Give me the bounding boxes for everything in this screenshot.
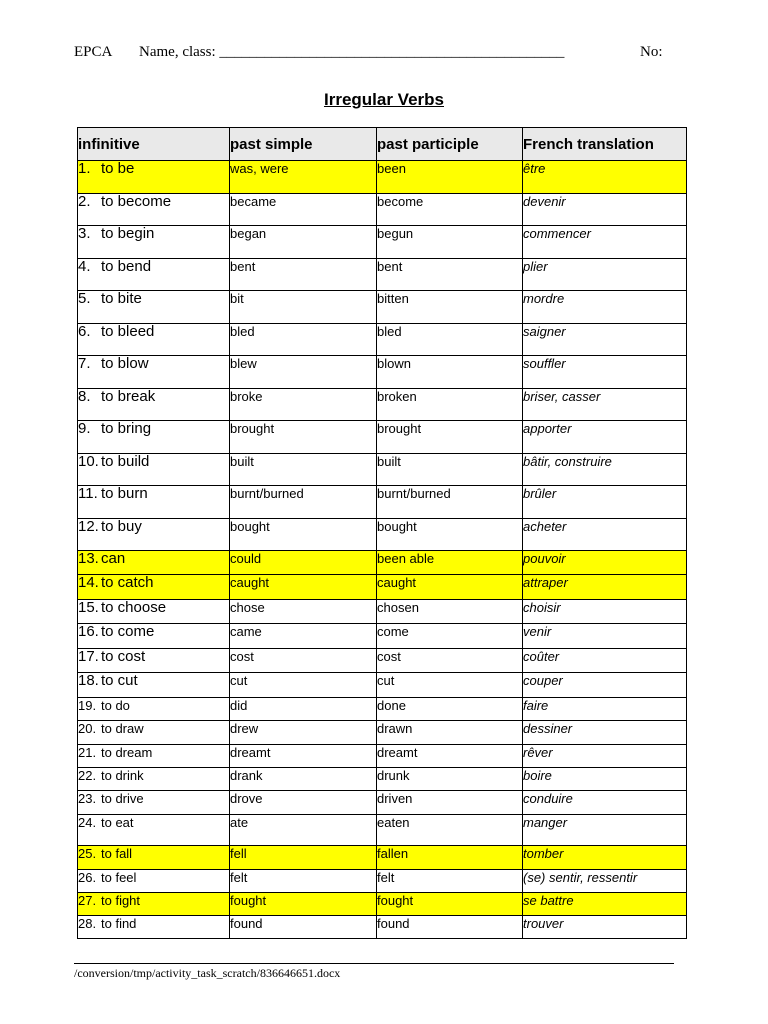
infinitive-text: to drink bbox=[101, 768, 144, 783]
cell-past-participle: bought bbox=[377, 519, 523, 551]
infinitive-text: can bbox=[101, 550, 126, 567]
infinitive-text: to buy bbox=[101, 518, 142, 535]
table-row bbox=[78, 673, 687, 698]
cell-infinitive bbox=[78, 815, 230, 846]
infinitive-text: to come bbox=[101, 623, 155, 640]
infinitive-text: to be bbox=[101, 160, 135, 177]
table-row bbox=[78, 893, 687, 916]
footer-divider bbox=[74, 963, 674, 964]
cell-past-participle: chosen bbox=[377, 600, 523, 624]
cell-past-simple: ate bbox=[230, 815, 377, 846]
cell-past-simple: cut bbox=[230, 673, 377, 698]
infinitive-text: to fall bbox=[101, 846, 133, 861]
row-number: 17. bbox=[78, 648, 99, 665]
cell-past-simple: did bbox=[230, 698, 377, 721]
cell-infinitive bbox=[78, 745, 230, 768]
infinitive-text: to bleed bbox=[101, 323, 155, 340]
cell-infinitive bbox=[78, 519, 230, 551]
cell-past-participle: been bbox=[377, 161, 523, 194]
cell-french-translation: commencer bbox=[523, 226, 687, 259]
cell-french-translation: acheter bbox=[523, 519, 687, 551]
table-row bbox=[78, 551, 687, 575]
cell-french-translation: apporter bbox=[523, 421, 687, 454]
infinitive-text: to bring bbox=[101, 420, 152, 437]
table-row bbox=[78, 454, 687, 486]
cell-french-translation: pouvoir bbox=[523, 551, 687, 575]
cell-past-simple: bought bbox=[230, 519, 377, 551]
table-header-row bbox=[78, 128, 687, 161]
table-row bbox=[78, 161, 687, 194]
school-name: EPCA bbox=[74, 44, 113, 60]
cell-past-simple: brought bbox=[230, 421, 377, 454]
column-header-past-simple: past simple bbox=[230, 128, 377, 161]
cell-infinitive bbox=[78, 454, 230, 486]
cell-past-participle: dreamt bbox=[377, 745, 523, 768]
row-number: 5. bbox=[78, 290, 91, 307]
cell-past-simple: drew bbox=[230, 721, 377, 745]
infinitive-text: to choose bbox=[101, 599, 167, 616]
column-header-past-participle: past participle bbox=[377, 128, 523, 161]
cell-french-translation: choisir bbox=[523, 600, 687, 624]
cell-past-participle: cost bbox=[377, 649, 523, 673]
row-number: 2. bbox=[78, 193, 91, 210]
cell-past-participle: bent bbox=[377, 259, 523, 291]
cell-french-translation: tomber bbox=[523, 846, 687, 870]
table-row bbox=[78, 791, 687, 815]
row-number: 1. bbox=[78, 160, 91, 177]
table-row bbox=[78, 194, 687, 226]
page-title bbox=[0, 90, 768, 110]
cell-past-simple: broke bbox=[230, 389, 377, 421]
row-number: 16. bbox=[78, 623, 99, 640]
cell-past-simple: bit bbox=[230, 291, 377, 324]
table-row bbox=[78, 226, 687, 259]
infinitive-text: to cost bbox=[101, 648, 146, 665]
cell-infinitive bbox=[78, 673, 230, 698]
cell-past-simple: cost bbox=[230, 649, 377, 673]
footer-file-path: /conversion/tmp/activity_task_scratch/836646651.docx bbox=[74, 966, 341, 980]
cell-infinitive bbox=[78, 356, 230, 389]
infinitive-text: to become bbox=[101, 193, 172, 210]
cell-past-participle: eaten bbox=[377, 815, 523, 846]
infinitive-text: to fight bbox=[101, 893, 141, 908]
cell-infinitive bbox=[78, 846, 230, 870]
cell-past-simple: blew bbox=[230, 356, 377, 389]
row-number: 9. bbox=[78, 420, 91, 437]
cell-past-simple: drank bbox=[230, 768, 377, 791]
infinitive-text: to cut bbox=[101, 672, 138, 689]
cell-past-simple: chose bbox=[230, 600, 377, 624]
cell-french-translation: rêver bbox=[523, 745, 687, 768]
cell-past-participle: fought bbox=[377, 893, 523, 916]
cell-past-participle: felt bbox=[377, 870, 523, 893]
table-row bbox=[78, 624, 687, 649]
cell-past-participle: cut bbox=[377, 673, 523, 698]
cell-french-translation: couper bbox=[523, 673, 687, 698]
infinitive-text: to burn bbox=[101, 485, 148, 502]
cell-french-translation: souffler bbox=[523, 356, 687, 389]
infinitive-text: to do bbox=[101, 698, 130, 713]
table-row bbox=[78, 815, 687, 846]
table-row bbox=[78, 389, 687, 421]
cell-past-participle: found bbox=[377, 916, 523, 939]
cell-past-simple: could bbox=[230, 551, 377, 575]
cell-infinitive bbox=[78, 486, 230, 519]
cell-french-translation: faire bbox=[523, 698, 687, 721]
row-number: 20. bbox=[78, 721, 97, 736]
column-header-infinitive: infinitive bbox=[78, 128, 230, 161]
cell-past-participle: driven bbox=[377, 791, 523, 815]
infinitive-text: to drive bbox=[101, 791, 144, 806]
table-row bbox=[78, 519, 687, 551]
cell-past-participle: caught bbox=[377, 575, 523, 600]
page-title-text: Irregular Verbs bbox=[323, 90, 444, 109]
row-number: 14. bbox=[78, 574, 99, 591]
cell-infinitive bbox=[78, 870, 230, 893]
cell-past-participle: begun bbox=[377, 226, 523, 259]
cell-past-simple: was, were bbox=[230, 161, 377, 194]
infinitive-text: to feel bbox=[101, 870, 137, 885]
number-label: No: bbox=[640, 44, 663, 60]
table-row bbox=[78, 600, 687, 624]
name-class-field: Name, class: ______________________________________________ bbox=[139, 44, 565, 60]
cell-french-translation: devenir bbox=[523, 194, 687, 226]
row-number: 13. bbox=[78, 550, 99, 567]
infinitive-text: to break bbox=[101, 388, 156, 405]
cell-past-participle: been able bbox=[377, 551, 523, 575]
cell-french-translation: se battre bbox=[523, 893, 687, 916]
cell-past-simple: built bbox=[230, 454, 377, 486]
cell-french-translation: mordre bbox=[523, 291, 687, 324]
cell-french-translation: dessiner bbox=[523, 721, 687, 745]
cell-infinitive bbox=[78, 916, 230, 939]
table-row bbox=[78, 486, 687, 519]
cell-infinitive bbox=[78, 575, 230, 600]
table-row bbox=[78, 291, 687, 324]
row-number: 6. bbox=[78, 323, 91, 340]
row-number: 15. bbox=[78, 599, 99, 616]
table-row bbox=[78, 356, 687, 389]
cell-infinitive bbox=[78, 226, 230, 259]
cell-french-translation: plier bbox=[523, 259, 687, 291]
table-row bbox=[78, 575, 687, 600]
cell-past-participle: blown bbox=[377, 356, 523, 389]
row-number: 25. bbox=[78, 846, 97, 861]
row-number: 19. bbox=[78, 698, 97, 713]
row-number: 10. bbox=[78, 453, 99, 470]
cell-french-translation: saigner bbox=[523, 324, 687, 356]
row-number: 11. bbox=[78, 485, 98, 502]
row-number: 24. bbox=[78, 815, 97, 830]
cell-french-translation: briser, casser bbox=[523, 389, 687, 421]
cell-french-translation: être bbox=[523, 161, 687, 194]
cell-past-simple: dreamt bbox=[230, 745, 377, 768]
cell-infinitive bbox=[78, 324, 230, 356]
cell-french-translation: bâtir, construire bbox=[523, 454, 687, 486]
infinitive-text: to draw bbox=[101, 721, 144, 736]
cell-infinitive bbox=[78, 551, 230, 575]
cell-past-participle: bitten bbox=[377, 291, 523, 324]
cell-past-participle: fallen bbox=[377, 846, 523, 870]
row-number: 18. bbox=[78, 672, 99, 689]
cell-past-participle: drunk bbox=[377, 768, 523, 791]
table-row bbox=[78, 916, 687, 939]
table-row bbox=[78, 721, 687, 745]
cell-infinitive bbox=[78, 194, 230, 226]
irregular-verbs-table bbox=[77, 127, 687, 939]
cell-french-translation: coûter bbox=[523, 649, 687, 673]
infinitive-text: to blow bbox=[101, 355, 149, 372]
cell-past-participle: brought bbox=[377, 421, 523, 454]
table-row bbox=[78, 768, 687, 791]
row-number: 7. bbox=[78, 355, 91, 372]
cell-past-simple: found bbox=[230, 916, 377, 939]
cell-past-participle: come bbox=[377, 624, 523, 649]
cell-past-simple: fell bbox=[230, 846, 377, 870]
cell-infinitive bbox=[78, 721, 230, 745]
table-body bbox=[78, 161, 687, 939]
cell-infinitive bbox=[78, 768, 230, 791]
cell-past-simple: came bbox=[230, 624, 377, 649]
page-header bbox=[74, 44, 674, 62]
cell-infinitive bbox=[78, 649, 230, 673]
cell-past-participle: done bbox=[377, 698, 523, 721]
cell-infinitive bbox=[78, 389, 230, 421]
infinitive-text: to eat bbox=[101, 815, 134, 830]
cell-infinitive bbox=[78, 291, 230, 324]
cell-past-simple: drove bbox=[230, 791, 377, 815]
row-number: 4. bbox=[78, 258, 91, 275]
row-number: 22. bbox=[78, 768, 97, 783]
cell-past-participle: become bbox=[377, 194, 523, 226]
table-row bbox=[78, 698, 687, 721]
table-row bbox=[78, 745, 687, 768]
row-number: 21. bbox=[78, 745, 97, 760]
infinitive-text: to catch bbox=[101, 574, 154, 591]
cell-past-simple: caught bbox=[230, 575, 377, 600]
cell-french-translation: (se) sentir, ressentir bbox=[523, 870, 687, 893]
cell-past-participle: drawn bbox=[377, 721, 523, 745]
infinitive-text: to bend bbox=[101, 258, 152, 275]
cell-past-simple: began bbox=[230, 226, 377, 259]
cell-french-translation: boire bbox=[523, 768, 687, 791]
cell-infinitive bbox=[78, 893, 230, 916]
cell-french-translation: trouver bbox=[523, 916, 687, 939]
row-number: 23. bbox=[78, 791, 97, 806]
cell-french-translation: brûler bbox=[523, 486, 687, 519]
cell-past-participle: built bbox=[377, 454, 523, 486]
cell-infinitive bbox=[78, 791, 230, 815]
cell-infinitive bbox=[78, 624, 230, 649]
cell-french-translation: attraper bbox=[523, 575, 687, 600]
table-row bbox=[78, 870, 687, 893]
infinitive-text: to find bbox=[101, 916, 137, 931]
cell-past-participle: bled bbox=[377, 324, 523, 356]
cell-past-simple: burnt/burned bbox=[230, 486, 377, 519]
cell-infinitive bbox=[78, 600, 230, 624]
cell-past-simple: bent bbox=[230, 259, 377, 291]
table-row bbox=[78, 846, 687, 870]
cell-past-participle: burnt/burned bbox=[377, 486, 523, 519]
infinitive-text: to build bbox=[101, 453, 150, 470]
cell-infinitive bbox=[78, 161, 230, 194]
cell-past-simple: fought bbox=[230, 893, 377, 916]
cell-french-translation: manger bbox=[523, 815, 687, 846]
cell-past-simple: felt bbox=[230, 870, 377, 893]
table-row bbox=[78, 649, 687, 673]
cell-past-simple: became bbox=[230, 194, 377, 226]
row-number: 27. bbox=[78, 893, 97, 908]
row-number: 12. bbox=[78, 518, 99, 535]
cell-infinitive bbox=[78, 259, 230, 291]
column-header-french-translation: French translation bbox=[523, 128, 687, 161]
infinitive-text: to bite bbox=[101, 290, 142, 307]
infinitive-text: to begin bbox=[101, 225, 155, 242]
cell-infinitive bbox=[78, 421, 230, 454]
table-row bbox=[78, 421, 687, 454]
cell-infinitive bbox=[78, 698, 230, 721]
cell-french-translation: venir bbox=[523, 624, 687, 649]
row-number: 28. bbox=[78, 916, 97, 931]
infinitive-text: to dream bbox=[101, 745, 153, 760]
table-row bbox=[78, 259, 687, 291]
cell-past-participle: broken bbox=[377, 389, 523, 421]
row-number: 3. bbox=[78, 225, 91, 242]
table-row bbox=[78, 324, 687, 356]
row-number: 8. bbox=[78, 388, 91, 405]
cell-french-translation: conduire bbox=[523, 791, 687, 815]
row-number: 26. bbox=[78, 870, 97, 885]
cell-past-simple: bled bbox=[230, 324, 377, 356]
